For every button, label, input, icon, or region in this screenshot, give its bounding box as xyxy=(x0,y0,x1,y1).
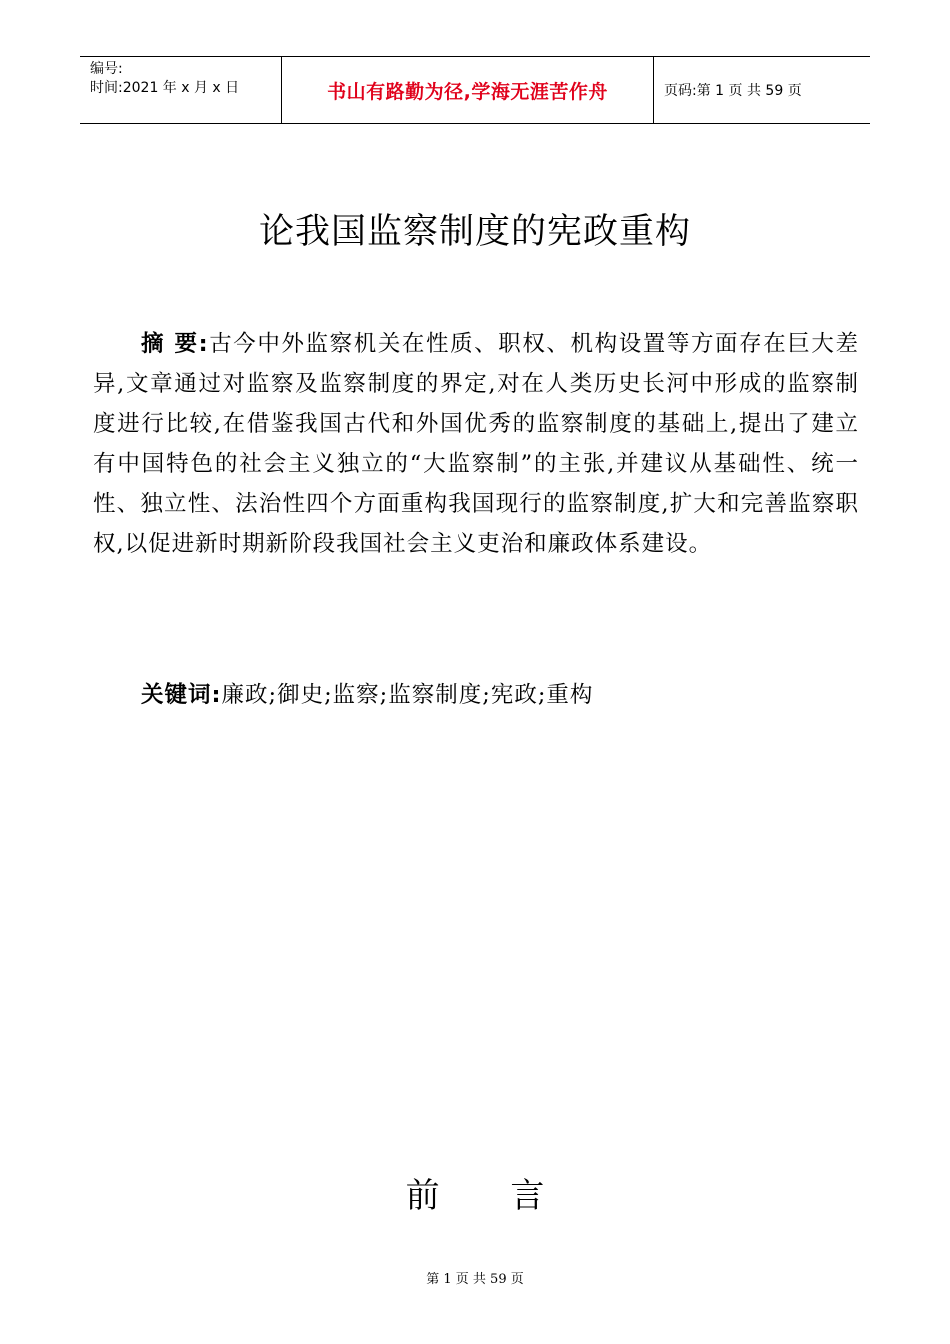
abstract-text: 古今中外监察机关在性质、职权、机构设置等方面存在巨大差异,文章通过对监察及监察制度的界定,对在人类历史长河中形成的监察制度进行比较,在借鉴我国古代和外国优秀的监察制度的基础上,提出了建立有中国特色的社会主义独立的“大监察制”的主张,并建议从基础性、统一性、独立性、法治性四个方面重构我国现行的监察制度,扩大和完善监察职权,以促进新时期新阶段我国社会主义吏治和廉政体系建设。 xyxy=(93,331,859,557)
header-motto: 书山有路勤为径,学海无涯苦作舟 xyxy=(281,57,654,123)
header-number-label: 编号: xyxy=(90,61,123,77)
abstract-label: 摘 要: xyxy=(141,331,209,357)
abstract-paragraph xyxy=(93,324,859,564)
document-title: 论我国监察制度的宪政重构 xyxy=(258,212,691,252)
page-header xyxy=(80,56,870,124)
header-time-label: 时间:2021 年 x 月 x 日 xyxy=(90,80,240,96)
preface-heading: 前 言 xyxy=(405,1176,545,1216)
header-meta xyxy=(80,57,281,123)
keywords-line xyxy=(141,675,593,715)
keywords-label: 关键词: xyxy=(141,682,222,708)
page-footer: 第 1 页 共 59 页 xyxy=(426,1272,524,1287)
keywords-text: 廉政;御史;监察;监察制度;宪政;重构 xyxy=(221,682,594,708)
header-page-info: 页码:第 1 页 共 59 页 xyxy=(664,83,802,99)
